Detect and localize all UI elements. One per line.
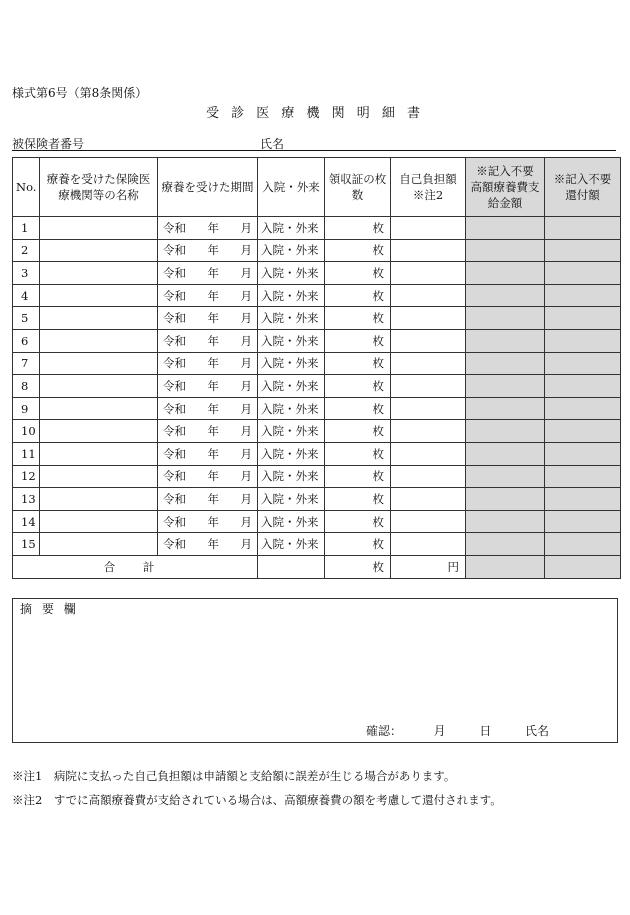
type-cell[interactable]: 入院・外来 <box>258 239 325 262</box>
row-number: 8 <box>13 375 40 398</box>
year-label: 年 <box>207 424 219 439</box>
self-pay-cell[interactable] <box>391 217 466 240</box>
confirmation-line <box>366 722 549 739</box>
year-label: 年 <box>207 265 219 280</box>
type-cell[interactable]: 入院・外来 <box>258 307 325 330</box>
refund-cell <box>545 375 621 398</box>
row-number: 13 <box>13 488 40 511</box>
era-label: 令和 <box>163 491 186 506</box>
high-cost-cell <box>466 217 545 240</box>
year-label: 年 <box>207 401 219 416</box>
type-cell[interactable]: 入院・外来 <box>258 397 325 420</box>
header-refund: ※記入不要 還付額 <box>545 158 621 217</box>
institution-cell[interactable] <box>40 442 158 465</box>
institution-cell[interactable] <box>40 329 158 352</box>
month-label: 月 <box>240 311 252 326</box>
type-cell[interactable]: 入院・外来 <box>258 442 325 465</box>
institution-cell[interactable] <box>40 239 158 262</box>
receipts-cell[interactable]: 枚 <box>325 307 391 330</box>
table-row <box>13 397 621 420</box>
header-high-cost: ※記入不要 高額療養費支給金額 <box>466 158 545 217</box>
receipts-cell[interactable]: 枚 <box>325 284 391 307</box>
receipts-cell[interactable]: 枚 <box>325 329 391 352</box>
month-label: 月 <box>240 220 252 235</box>
refund-cell <box>545 262 621 285</box>
header-institution: 療養を受けた保険医療機関等の名称 <box>40 158 158 217</box>
table-row <box>13 533 621 556</box>
period-cell[interactable] <box>158 284 258 307</box>
era-label: 令和 <box>163 514 186 529</box>
month-label: 月 <box>240 514 252 529</box>
row-number: 2 <box>13 239 40 262</box>
self-pay-cell[interactable] <box>391 420 466 443</box>
type-cell[interactable]: 入院・外来 <box>258 420 325 443</box>
note-1: ※注1 病院に支払った自己負担額は申請額と支給額に誤差が生じる場合があります。 <box>12 769 456 783</box>
institution-cell[interactable] <box>40 397 158 420</box>
header-type: 入院・外来 <box>258 158 325 217</box>
period-cell[interactable] <box>158 510 258 533</box>
period-cell[interactable] <box>158 488 258 511</box>
year-label: 年 <box>207 288 219 303</box>
institution-cell[interactable] <box>40 465 158 488</box>
table-header-row <box>13 158 621 217</box>
high-cost-cell <box>466 420 545 443</box>
receipts-cell[interactable]: 枚 <box>325 533 391 556</box>
receipts-cell[interactable]: 枚 <box>325 217 391 240</box>
row-number: 4 <box>13 284 40 307</box>
year-label: 年 <box>207 333 219 348</box>
period-cell[interactable] <box>158 375 258 398</box>
year-label: 年 <box>207 220 219 235</box>
row-number: 5 <box>13 307 40 330</box>
receipts-cell[interactable]: 枚 <box>325 420 391 443</box>
month-label: 月 <box>240 491 252 506</box>
era-label: 令和 <box>163 333 186 348</box>
era-label: 令和 <box>163 311 186 326</box>
period-cell[interactable] <box>158 239 258 262</box>
month-label: 月 <box>240 446 252 461</box>
refund-cell <box>545 533 621 556</box>
receipts-cell[interactable]: 枚 <box>325 510 391 533</box>
confirm-day: 日 <box>479 724 492 738</box>
self-pay-cell[interactable] <box>391 397 466 420</box>
table-row <box>13 239 621 262</box>
receipts-cell[interactable]: 枚 <box>325 488 391 511</box>
year-label: 年 <box>207 311 219 326</box>
type-cell[interactable]: 入院・外来 <box>258 375 325 398</box>
month-label: 月 <box>240 401 252 416</box>
receipts-cell[interactable]: 枚 <box>325 442 391 465</box>
total-label: 合 計 <box>13 555 258 578</box>
table-row <box>13 488 621 511</box>
month-label: 月 <box>240 243 252 258</box>
high-cost-cell <box>466 329 545 352</box>
year-label: 年 <box>207 356 219 371</box>
row-number: 14 <box>13 510 40 533</box>
row-number: 11 <box>13 442 40 465</box>
header-period: 療養を受けた期間 <box>158 158 258 217</box>
high-cost-cell <box>466 239 545 262</box>
total-type-cell[interactable] <box>258 555 325 578</box>
header-no: No. <box>13 158 40 217</box>
type-cell[interactable]: 入院・外来 <box>258 262 325 285</box>
receipts-cell[interactable]: 枚 <box>325 375 391 398</box>
era-label: 令和 <box>163 537 186 552</box>
total-high-cost-cell <box>466 555 545 578</box>
name-label: 氏名 <box>260 137 285 151</box>
high-cost-cell <box>466 397 545 420</box>
self-pay-cell[interactable] <box>391 465 466 488</box>
total-self-pay-cell[interactable]: 円 <box>391 555 466 578</box>
era-label: 令和 <box>163 424 186 439</box>
year-label: 年 <box>207 243 219 258</box>
total-row <box>13 555 621 578</box>
table-row <box>13 420 621 443</box>
self-pay-cell[interactable] <box>391 352 466 375</box>
high-cost-cell <box>466 510 545 533</box>
refund-cell <box>545 397 621 420</box>
table-row <box>13 375 621 398</box>
refund-cell <box>545 352 621 375</box>
table-row <box>13 307 621 330</box>
refund-cell <box>545 465 621 488</box>
period-cell[interactable] <box>158 420 258 443</box>
table-row <box>13 352 621 375</box>
month-label: 月 <box>240 424 252 439</box>
type-cell[interactable]: 入院・外来 <box>258 217 325 240</box>
total-refund-cell <box>545 555 621 578</box>
institution-cell[interactable] <box>40 352 158 375</box>
era-label: 令和 <box>163 265 186 280</box>
row-number: 7 <box>13 352 40 375</box>
receipts-cell[interactable]: 枚 <box>325 397 391 420</box>
high-cost-cell <box>466 488 545 511</box>
row-number: 1 <box>13 217 40 240</box>
self-pay-cell[interactable] <box>391 442 466 465</box>
year-label: 年 <box>207 514 219 529</box>
refund-cell <box>545 442 621 465</box>
era-label: 令和 <box>163 288 186 303</box>
table-row <box>13 217 621 240</box>
type-cell[interactable]: 入院・外来 <box>258 352 325 375</box>
type-cell[interactable]: 入院・外来 <box>258 488 325 511</box>
high-cost-cell <box>466 375 545 398</box>
month-label: 月 <box>240 469 252 484</box>
period-cell[interactable] <box>158 442 258 465</box>
institution-cell[interactable] <box>40 284 158 307</box>
era-label: 令和 <box>163 378 186 393</box>
high-cost-cell <box>466 465 545 488</box>
type-cell[interactable]: 入院・外来 <box>258 465 325 488</box>
refund-cell <box>545 239 621 262</box>
month-label: 月 <box>240 288 252 303</box>
form-number: 様式第6号（第8条関係） <box>12 86 148 100</box>
refund-cell <box>545 488 621 511</box>
self-pay-cell[interactable] <box>391 510 466 533</box>
period-cell[interactable] <box>158 329 258 352</box>
header-receipts: 領収証の枚数 <box>325 158 391 217</box>
month-label: 月 <box>240 356 252 371</box>
total-receipts-cell[interactable]: 枚 <box>325 555 391 578</box>
note-2: ※注2 すでに高額療養費が支給されている場合は、高額療養費の額を考慮して還付されます。 <box>12 793 502 807</box>
row-number: 12 <box>13 465 40 488</box>
period-cell[interactable] <box>158 262 258 285</box>
remarks-title: 摘 要 欄 <box>20 602 79 616</box>
institution-cell[interactable] <box>40 420 158 443</box>
table-body <box>13 217 621 556</box>
period-cell[interactable] <box>158 307 258 330</box>
table-row <box>13 510 621 533</box>
refund-cell <box>545 420 621 443</box>
receipts-cell[interactable]: 枚 <box>325 239 391 262</box>
institution-cell[interactable] <box>40 217 158 240</box>
institution-cell[interactable] <box>40 533 158 556</box>
receipts-cell[interactable]: 枚 <box>325 465 391 488</box>
medical-institution-table <box>12 157 621 579</box>
month-label: 月 <box>240 378 252 393</box>
institution-cell[interactable] <box>40 262 158 285</box>
insured-number-label: 被保険者番号 <box>12 137 85 151</box>
era-label: 令和 <box>163 446 186 461</box>
table-row <box>13 262 621 285</box>
refund-cell <box>545 510 621 533</box>
high-cost-cell <box>466 442 545 465</box>
period-cell[interactable] <box>158 217 258 240</box>
self-pay-cell[interactable] <box>391 375 466 398</box>
era-label: 令和 <box>163 356 186 371</box>
year-label: 年 <box>207 491 219 506</box>
table-row <box>13 442 621 465</box>
receipts-cell[interactable]: 枚 <box>325 352 391 375</box>
period-cell[interactable] <box>158 397 258 420</box>
self-pay-cell[interactable] <box>391 239 466 262</box>
high-cost-cell <box>466 284 545 307</box>
year-label: 年 <box>207 378 219 393</box>
table-row <box>13 284 621 307</box>
high-cost-cell <box>466 307 545 330</box>
period-cell[interactable] <box>158 352 258 375</box>
row-number: 9 <box>13 397 40 420</box>
receipts-cell[interactable]: 枚 <box>325 262 391 285</box>
refund-cell <box>545 217 621 240</box>
confirm-name: 氏名 <box>525 724 550 738</box>
period-cell[interactable] <box>158 533 258 556</box>
institution-cell[interactable] <box>40 510 158 533</box>
era-label: 令和 <box>163 401 186 416</box>
high-cost-cell <box>466 533 545 556</box>
high-cost-cell <box>466 262 545 285</box>
era-label: 令和 <box>163 220 186 235</box>
year-label: 年 <box>207 446 219 461</box>
self-pay-cell[interactable] <box>391 284 466 307</box>
header-self-pay: 自己負担額 ※注2 <box>391 158 466 217</box>
self-pay-cell[interactable] <box>391 329 466 352</box>
confirm-label: 確認： <box>366 724 403 738</box>
type-cell[interactable]: 入院・外来 <box>258 510 325 533</box>
table-row <box>13 329 621 352</box>
high-cost-cell <box>466 352 545 375</box>
era-label: 令和 <box>163 469 186 484</box>
institution-cell[interactable] <box>40 488 158 511</box>
era-label: 令和 <box>163 243 186 258</box>
refund-cell <box>545 329 621 352</box>
row-number: 10 <box>13 420 40 443</box>
period-cell[interactable] <box>158 465 258 488</box>
institution-cell[interactable] <box>40 375 158 398</box>
refund-cell <box>545 284 621 307</box>
row-number: 15 <box>13 533 40 556</box>
month-label: 月 <box>240 333 252 348</box>
type-cell[interactable]: 入院・外来 <box>258 284 325 307</box>
row-number: 6 <box>13 329 40 352</box>
month-label: 月 <box>240 537 252 552</box>
header-underline <box>12 150 616 151</box>
refund-cell <box>545 307 621 330</box>
table-row <box>13 465 621 488</box>
self-pay-cell[interactable] <box>391 533 466 556</box>
document-title: 受 診 医 療 機 関 明 細 書 <box>205 106 425 121</box>
year-label: 年 <box>207 537 219 552</box>
row-number: 3 <box>13 262 40 285</box>
year-label: 年 <box>207 469 219 484</box>
self-pay-cell[interactable] <box>391 262 466 285</box>
type-cell[interactable]: 入院・外来 <box>258 533 325 556</box>
month-label: 月 <box>240 265 252 280</box>
confirm-month: 月 <box>433 724 446 738</box>
type-cell[interactable]: 入院・外来 <box>258 329 325 352</box>
self-pay-cell[interactable] <box>391 307 466 330</box>
institution-cell[interactable] <box>40 307 158 330</box>
self-pay-cell[interactable] <box>391 488 466 511</box>
